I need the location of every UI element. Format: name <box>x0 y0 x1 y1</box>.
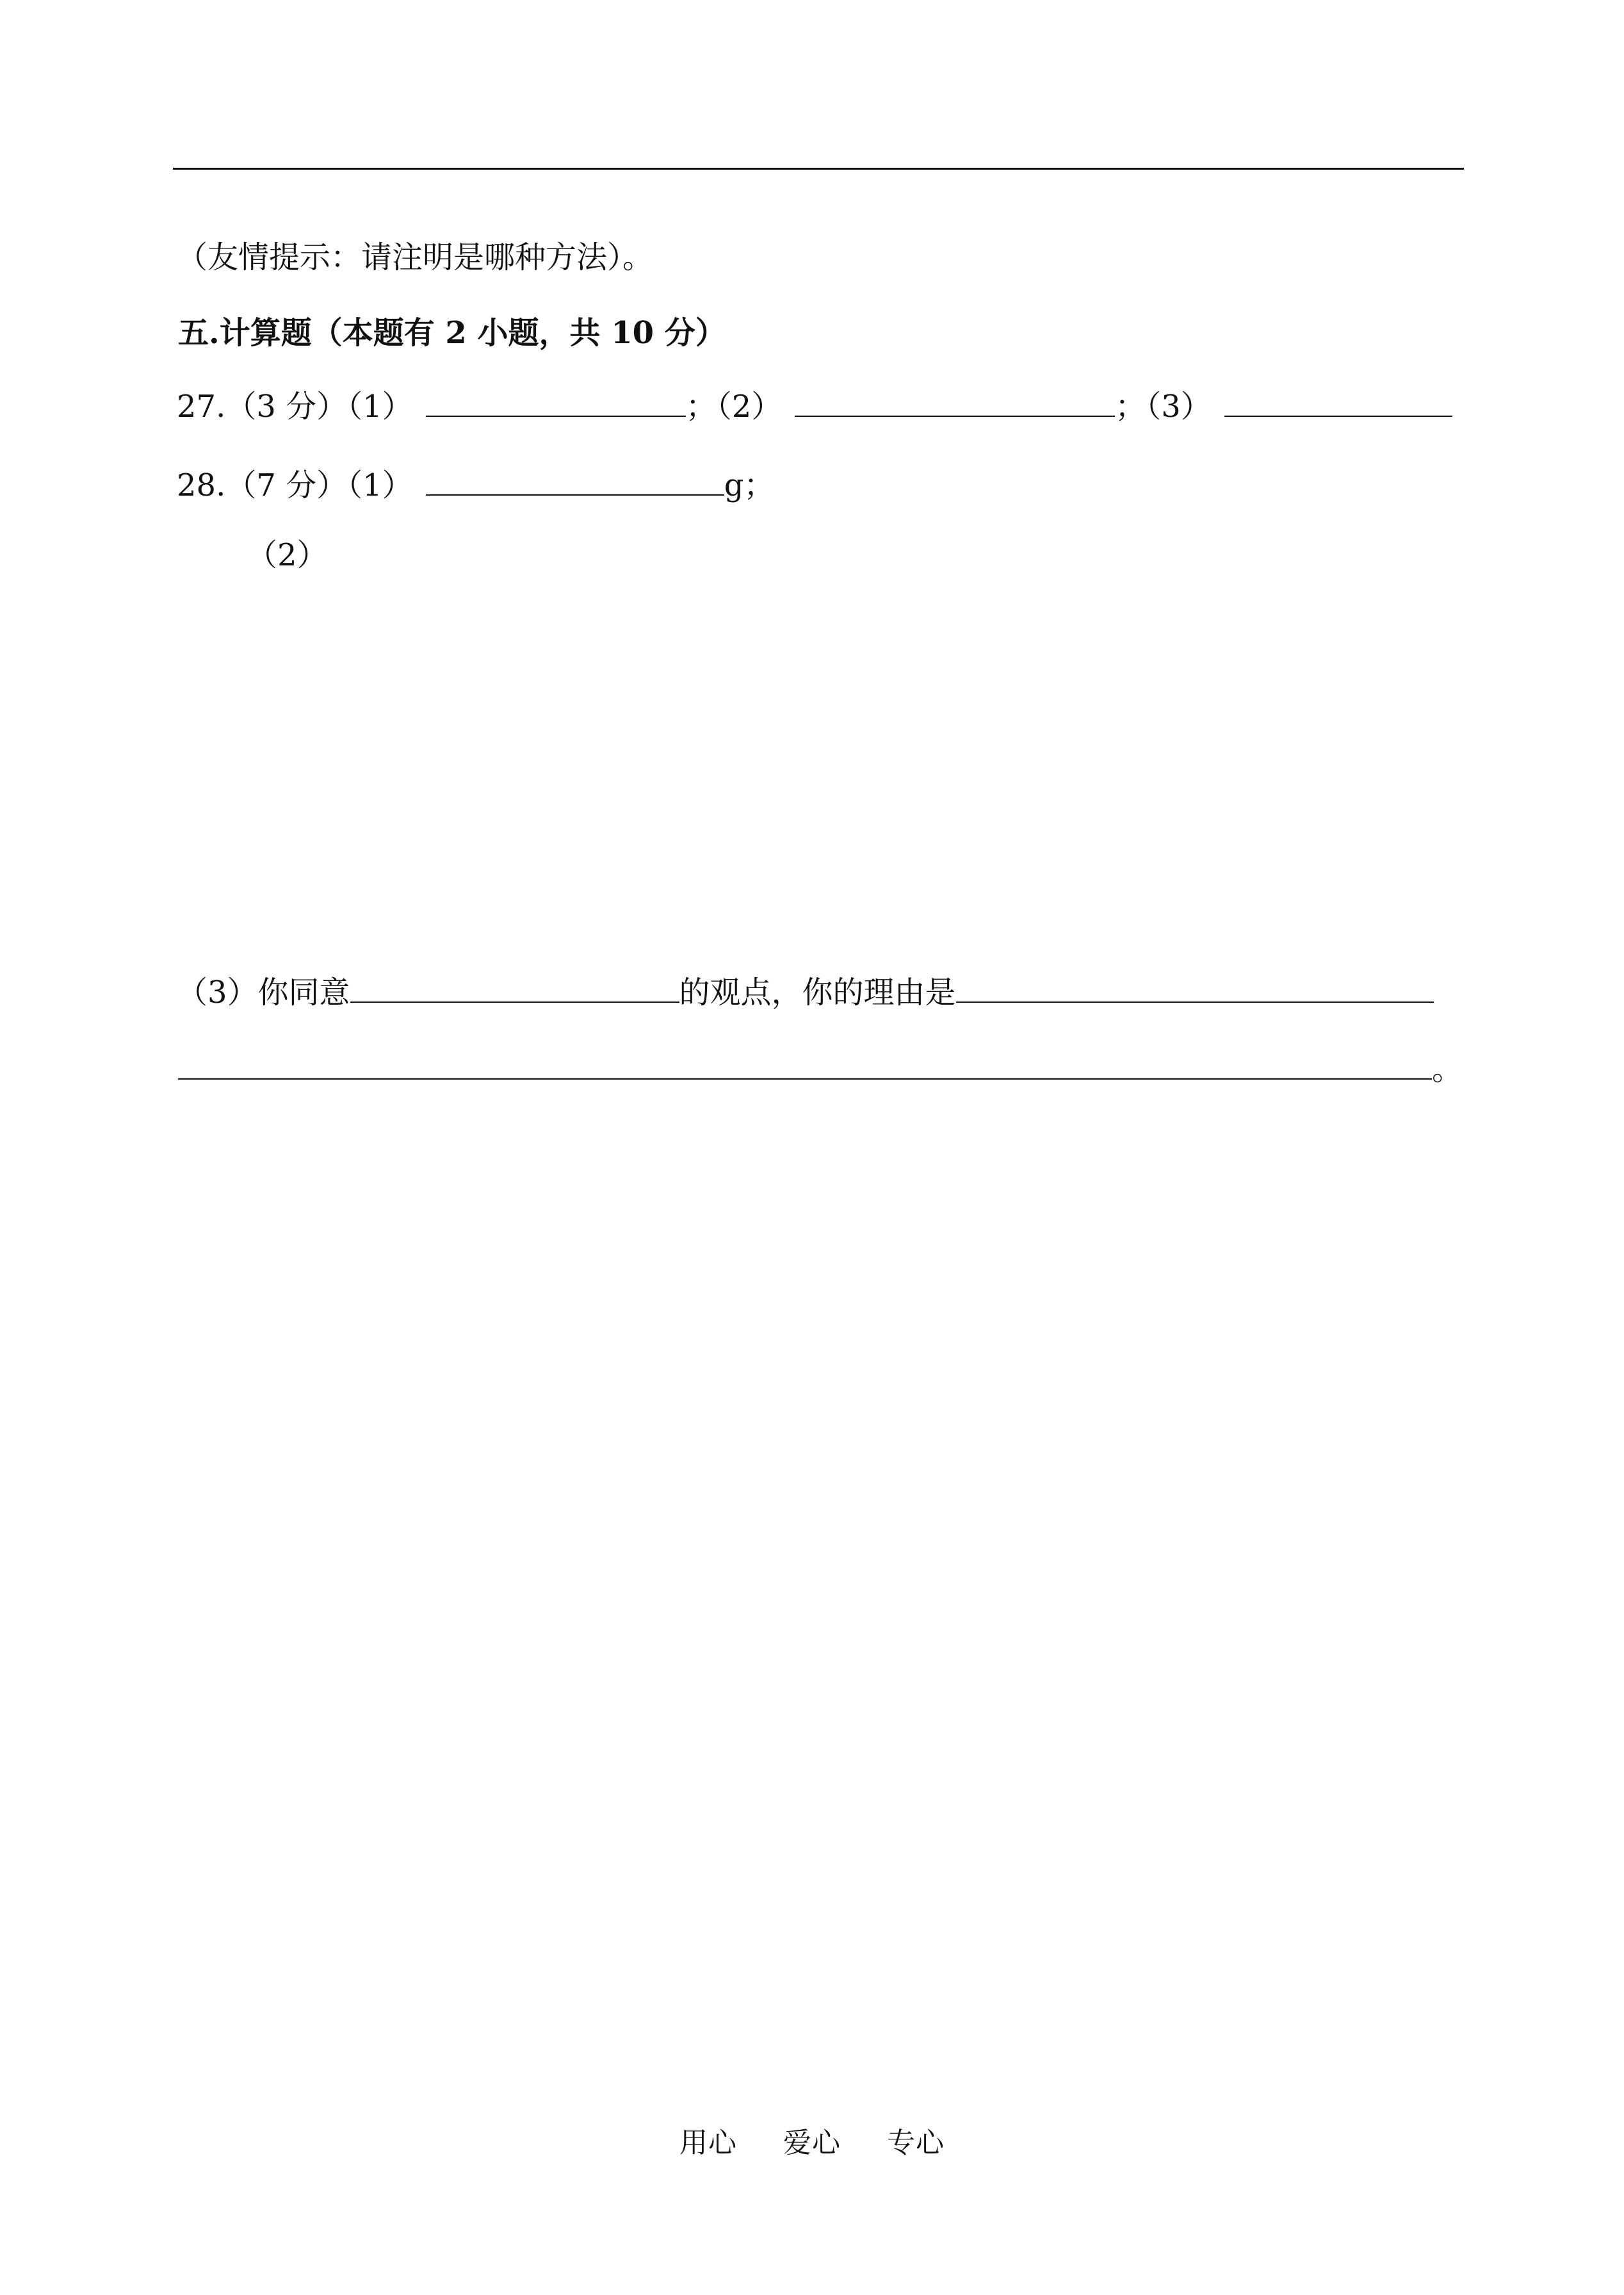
q27-part1-label: （1） <box>347 389 413 425</box>
q28-part3-label: （3）你同意 <box>177 975 350 1010</box>
q27-separator-1: ； <box>685 389 717 425</box>
q28-reason-blank[interactable] <box>956 973 1434 1003</box>
q27-answer-1-blank[interactable] <box>426 387 686 417</box>
q28-agree-blank[interactable] <box>350 973 679 1003</box>
q28-answer-1-blank[interactable] <box>426 466 724 496</box>
header-rule <box>173 168 1464 170</box>
question-28 <box>177 466 774 505</box>
q28-number: 28.（7 分） <box>177 467 348 503</box>
q27-separator-2: ； <box>1115 389 1146 425</box>
section-title <box>178 314 726 352</box>
q27-answer-2-blank[interactable] <box>795 387 1115 417</box>
q28-part3 <box>177 973 1434 1012</box>
q28-reason-blank-2[interactable] <box>178 1050 1432 1080</box>
footer-item: 爱心 <box>783 2127 841 2159</box>
q28-part1-label: （1） <box>347 467 413 503</box>
footer-item: 用心 <box>679 2127 737 2159</box>
q27-part3-label: （3） <box>1146 389 1212 425</box>
hint-label: （友情提示：请注明是哪种方法）。 <box>177 239 654 275</box>
q28-part2-label: （2） <box>247 537 328 573</box>
q28-unit: g； <box>724 467 775 503</box>
q28-reason-label: 的观点，你的理由是 <box>679 975 956 1010</box>
q27-part2-label: （2） <box>716 389 783 425</box>
section-title-label: 五.计算题（本题有 2 小题，共 10 分） <box>178 315 726 351</box>
hint-text <box>177 238 653 277</box>
q28-reason-continuation <box>178 1050 1463 1089</box>
q28-part2 <box>247 536 328 574</box>
question-27 <box>177 387 1452 426</box>
footer <box>0 2120 1624 2161</box>
footer-item: 专心 <box>887 2127 945 2159</box>
q27-answer-3-blank[interactable] <box>1224 387 1452 417</box>
q28-end-mark: 。 <box>1432 1051 1463 1087</box>
q27-number: 27.（3 分） <box>177 389 348 425</box>
